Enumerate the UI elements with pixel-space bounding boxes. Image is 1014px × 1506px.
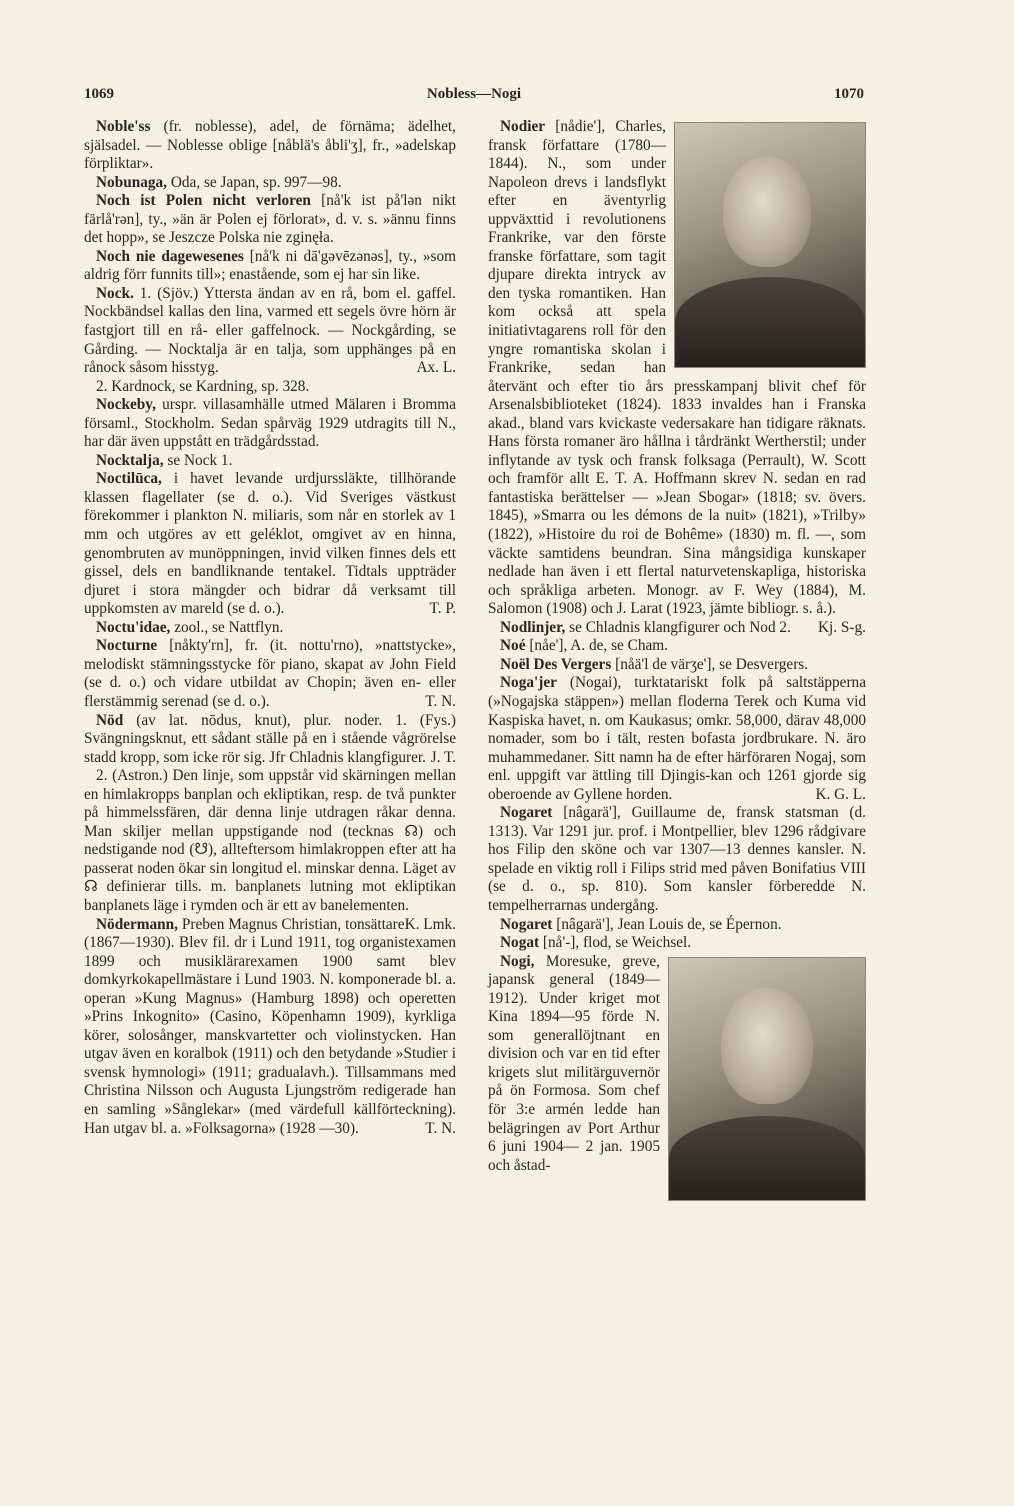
entry-text: se Chladnis klangfigurer och Nod 2. bbox=[569, 618, 791, 636]
entry-headword: Nöd bbox=[96, 711, 124, 729]
entry-signature: Ax. L. bbox=[416, 359, 456, 377]
entry-signature: T. P. bbox=[429, 600, 456, 618]
entry-text: [nåkty'rn], fr. (it. nottu'rno), »nattstycke», melodiskt stämningsstycke för piano, skapat av John Field (se d. o.) och vidare utbildat av Chopin; även en- eller flerstämmig serenad (se d. o.). bbox=[84, 637, 456, 710]
entry-signature: T. N. bbox=[425, 692, 456, 710]
portrait-coat bbox=[675, 277, 865, 367]
entry-signature: K. Lmk. bbox=[404, 915, 456, 933]
entry-headword: Nogi, bbox=[500, 952, 535, 970]
entry-text: [nådie'], Charles, fransk författare (1780—1844). N., som under Napoleon drevs i landsflykt efter en äventyrlig uppväxttid i revolutionens Frankrike, var den förste franske författare, som tagit djupare direkta intryck av den tyska romantiken. Han kom också att spela initiativtagarens roll för den yngre romantiska skolan i Frankrike, sedan han återvänt och efter tio års presskampanj blivit chef för Arsenalsbiblioteket (1824). 1833 invaldes han i Franska akad., bland vars kvickaste vedersakare han tidigare räknats. Hans första romaner äro hållna i tårdränkt Wertherstil; under inflytande av tysk och fransk folksaga (Perrault), W. Scott och framför allt E. T. A. Hoffmann skrev N. sedan en rad fantastiska berättelser — »Jean Sbogar» (1818; sv. övers. 1845), »Smarra ou les démons de la nuit» (1821), »Trilby» (1822), »Histoire du roi de Bohême» (1830) m. fl. —, som väckte samtidens beundran. Sina mångsidiga kunskaper nedlade han även i ett flertal naturvetenskapliga, historiska och språkliga arbeten. Monogr. av F. Wey (1884), M. Salomon (1908) och J. Larat (1923, jämte bibliogr. s. å.). bbox=[488, 118, 866, 618]
entry-text: Preben Magnus Christian, tonsättare (1867—1930). Blev fil. dr i Lund 1911, tog organistexamen 1899 och musiklärarexamen 1900 samt blev domkyrkokapellmästare i Lund 1903. N. komponerade bl. a. operan »Kung Magnus» (Hamburg 1898) och operetten »Prins Inkognito» (Casino, Köpenhamn 1909), kyrkliga körer, solosånger, manskvartetter och violinstycken. Han utgav även en koralbok (1911) och den betydande »Studier i svensk hymnologi» (1911; gradualavh.). Tillsammans med Christina Nilsson och Augusta Ljungström redigerade han en samling »Sånglekar» (med värdefull källförteckning). Han utgav bl. a. »Folksagorna» (1928 —30). bbox=[84, 915, 456, 1137]
entry-text: (av lat. nōdus, knut), plur. noder. 1. (Fys.) Svängningsknut, ett sådant ställe på en i stående vågrörelse stadd kropp, som icke rör sig. Jfr Chladnis klangfigurer. bbox=[84, 711, 456, 766]
entry-signature: J. T. bbox=[430, 748, 456, 766]
entry-text: [nâgarä'], Guillaume de, fransk statsman (d. 1313). Var 1291 jur. prof. i Montpellier, blev 1296 rådgivare hos Filip den sköne och var 1307—13 dennes kansler. N. spelade en viktig roll i Filips strid med påven Bonifatius VIII (se d. o., sp. 810). Som kansler förberedde N. tempelherrarnas undergång. bbox=[488, 804, 867, 914]
entry-headword: Nobunaga, bbox=[96, 173, 167, 191]
dictionary-entry bbox=[84, 174, 456, 193]
entry-text: [nå'k ist på'lən nikt färlå'rən], ty., »än är Polen ej förlorat», d. v. s. »ännu finns det hopp», se Jeszcze Polska nie zginęła. bbox=[84, 192, 456, 247]
page-number-right: 1070 bbox=[834, 86, 864, 102]
entry-text: [nâgarä'], Jean Louis de, se Épernon. bbox=[556, 915, 782, 933]
dictionary-entry bbox=[488, 619, 866, 638]
page-number-left: 1069 bbox=[84, 86, 114, 102]
running-head: Nobless—Nogi bbox=[426, 86, 522, 102]
entry-text: [nå'k ni dā'gəvēzənəs], ty., »som aldrig förr funnits till»; enastående, som ej har sin like. bbox=[84, 247, 456, 284]
dictionary-entry bbox=[84, 712, 456, 768]
entry-headword: Nogat bbox=[500, 934, 540, 952]
entry-text: Moresuke, greve, japansk general (1849—1912). Under kriget mot Kina 1894—95 förde N. som generallöjtnant en division och var en tid efter krigets slut militärguvernör på ön Formosa. Som chef för 3:e armén ledde han belägringen av Port Arthur 6 juni 1904— 2 jan. 1905 och åstad- bbox=[488, 952, 660, 1174]
entry-text: [nå'-], flod, se Weichsel. bbox=[542, 934, 692, 952]
entry-text: zool., se Nattflyn. bbox=[174, 618, 284, 636]
entry-headword: Noga'jer bbox=[500, 674, 557, 692]
dictionary-entry bbox=[84, 637, 456, 711]
page-header bbox=[84, 86, 864, 108]
entry-headword: Nockeby, bbox=[96, 396, 156, 414]
entry-text: (fr. noblesse), adel, de förnäma; ädelhet, själsadel. — Noblesse oblige [nåblä's åbli'ʒ], fr., »adelskap förpliktar». bbox=[84, 118, 456, 173]
entry-text: se Nock 1. bbox=[167, 451, 233, 469]
dictionary-entry bbox=[84, 619, 456, 638]
portrait-nogi-image bbox=[668, 957, 866, 1201]
dictionary-entry bbox=[84, 916, 456, 1139]
entry-headword: Nogaret bbox=[500, 915, 553, 933]
right-column bbox=[488, 118, 866, 1203]
entry-headword: Nocturne bbox=[96, 637, 158, 655]
entry-headword: Nock. bbox=[96, 284, 134, 302]
dictionary-entry bbox=[84, 470, 456, 618]
entry-text: Oda, se Japan, sp. 997—98. bbox=[170, 173, 342, 191]
portrait-face bbox=[723, 157, 811, 267]
entry-headword: Nogaret bbox=[500, 804, 553, 822]
left-column bbox=[84, 118, 456, 1138]
portrait-face bbox=[721, 988, 813, 1104]
entry-headword: Noch nie dagewesenes bbox=[96, 247, 244, 265]
dictionary-entry bbox=[84, 378, 456, 397]
dictionary-entry bbox=[488, 804, 866, 915]
entry-signature: K. G. L. bbox=[815, 785, 866, 803]
entry-headword: Noël Des Vergers bbox=[500, 655, 612, 673]
portrait-nodier-image bbox=[674, 122, 866, 368]
dictionary-entry bbox=[488, 953, 866, 1176]
entry-text: (Nogai), turktatariskt folk på saltstäpperna (»Nogajska stäppen») mellan floderna Terek och Kuma vid Kaspiska havet, n. om Kaukasus; omkr. 58,000, därav 48,000 nomader, som bo i tält, resten bofasta jordbrukare. N. äro muhammedaner. Sitt namn ha de efter härföraren Nogaj, som enl. uppgift var ättling till Djingis-kan och 1261 gjorde sig oberoende av Gyllene horden. bbox=[488, 674, 866, 803]
entry-headword: Nocktalja, bbox=[96, 451, 164, 469]
dictionary-entry bbox=[84, 248, 456, 285]
entry-headword: Noctu'idae, bbox=[96, 618, 171, 636]
entry-text: [nåe'], A. de, se Cham. bbox=[529, 637, 669, 655]
entry-signature: T. N. bbox=[425, 1119, 456, 1137]
dictionary-entry bbox=[488, 674, 866, 804]
dictionary-entry bbox=[84, 192, 456, 248]
entry-headword: Noch ist Polen nicht verloren bbox=[96, 192, 311, 210]
entry-text: urspr. villasamhälle utmed Mälaren i Bromma församl., Stockholm. Sedan spårväg 1929 utdragits till N., har där även uppstått en trädgårdsstad. bbox=[84, 396, 456, 451]
entry-headword: Nodier bbox=[500, 118, 546, 135]
entry-headword: Noctilūca, bbox=[96, 470, 162, 488]
entry-headword: Nödermann, bbox=[96, 915, 179, 933]
entry-text: 1. (Sjöv.) Yttersta ändan av en rå, bom el. gaffel. Nockbändsel kallas den lina, varmed ett segels övre hörn är fastgjort till en rå- eller gaffelnock. — Nockgårding, se Gårding. — Nocktalja är en talja, som upphänges på en rånock såsom hisstyg. bbox=[84, 284, 457, 377]
entry-headword: Noé bbox=[500, 637, 526, 655]
dictionary-entry bbox=[84, 285, 456, 378]
portrait-coat bbox=[669, 1116, 865, 1200]
dictionary-entry bbox=[488, 656, 866, 675]
entry-text: i havet levande urdjurssläkte, tillhörande klassen flagellater (se d. o.). Vid Sveriges västkust förekommer i plankton N. miliaris, som når en storlek av 1 mm och utgöres av ett geléklot, omgivet av en hinna, genombruten av munöppningen, invid vilken finnes dels ett gissel, dels en bandliknande tentakel. Tidtals uppträder djuret i stora mängder och bidrar då verksamt till uppkomsten av mareld (se d. o.). bbox=[84, 470, 457, 618]
entry-headword: Nodlinjer, bbox=[500, 618, 566, 636]
entry-text: [nåä'l de värʒe'], se Desvergers. bbox=[615, 655, 809, 673]
dictionary-entry bbox=[84, 118, 456, 174]
entry-text: 2. Kardnock, se Kardning, sp. 328. bbox=[96, 377, 310, 395]
entry-signature: Kj. S-g. bbox=[817, 618, 866, 636]
dictionary-entry bbox=[488, 934, 866, 953]
dictionary-entry bbox=[488, 637, 866, 656]
dictionary-entry bbox=[488, 916, 866, 935]
entry-text: 2. (Astron.) Den linje, som uppstår vid skärningen mellan en himlakropps banplan och ekliptikan, resp. de två punkter på himmelssfären, där denna linje utdragen råkar denna. Man skiljer mellan uppstigande nod (tecknas ☊) och nedstigande nod (☋), allteftersom himlakroppen efter att ha passerat noden ökar sin longitud el. minskar denna. Läget av ☊ definierar tills. m. banplanets lutning mot ekliptikan banplanets läge i rymden och är ett av banelementen. bbox=[84, 767, 456, 914]
dictionary-entry bbox=[84, 452, 456, 471]
entry-headword: Noble'ss bbox=[96, 118, 151, 135]
dictionary-entry bbox=[84, 396, 456, 452]
